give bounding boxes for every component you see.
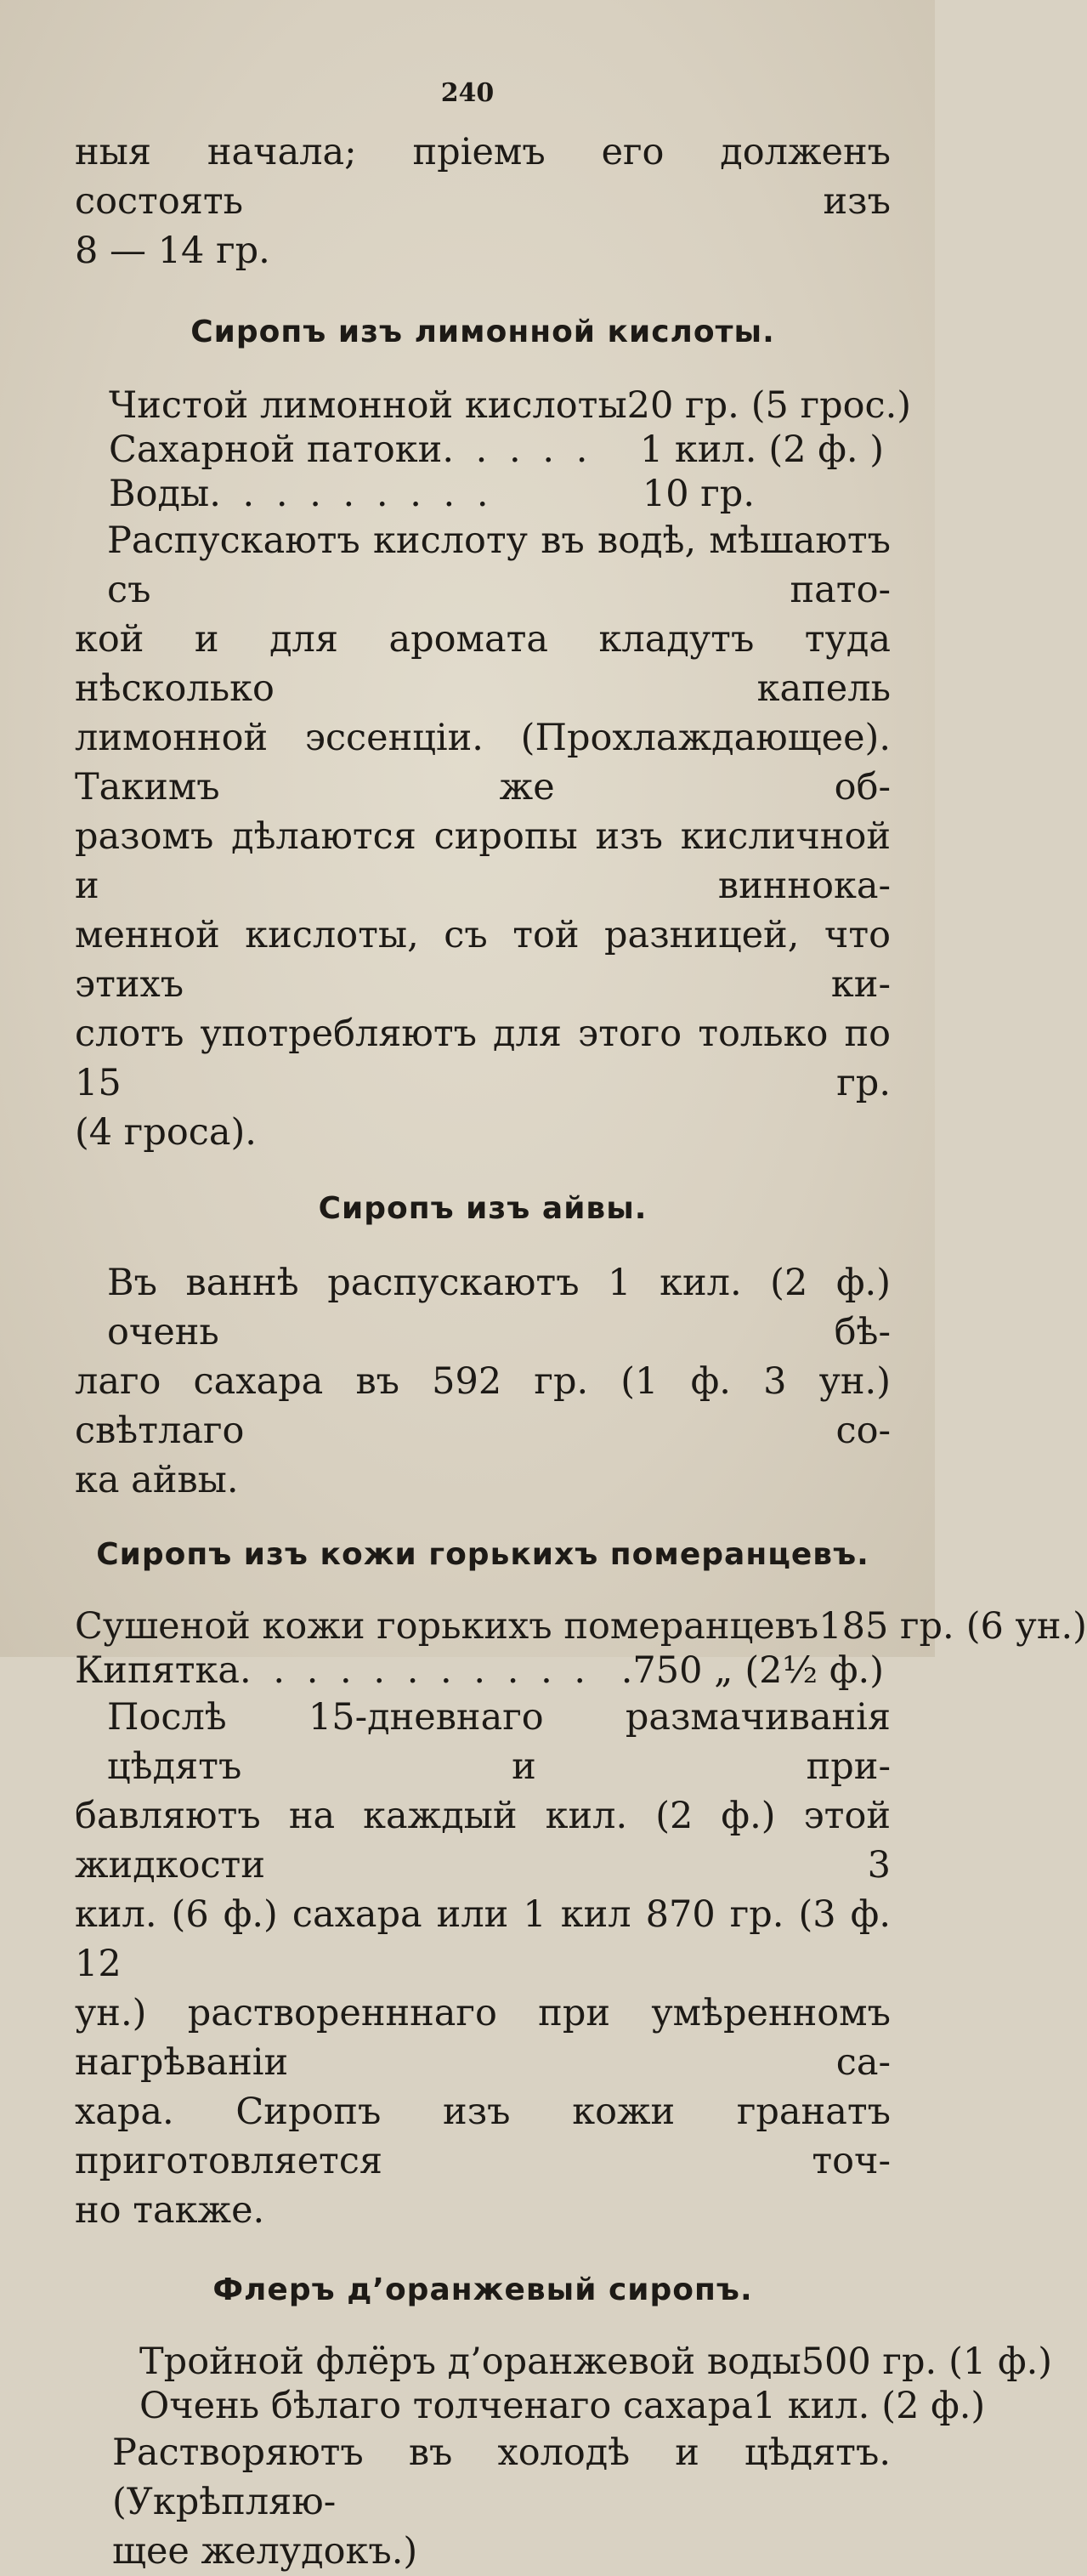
- ingredient-list: [75, 1604, 1087, 1693]
- section-heading: Сиропъ изъ кожи горькихъ померанцевъ.: [96, 1537, 869, 1572]
- text-line: кой и для аромата кладутъ туда нѣсколько капель: [75, 618, 891, 710]
- ingredient-alt-quantity: (2 ф.): [881, 2385, 986, 2427]
- section-heading: Сиропъ изъ лимонной кислоты.: [190, 315, 775, 349]
- ingredient-quantity: 1 кил.: [752, 2385, 870, 2427]
- ingredient-row: [75, 1648, 884, 1693]
- ingredient-name: Тройной флёръ д’оранжевой воды: [139, 2341, 801, 2383]
- ingredient-alt-quantity: (2 ф. ): [768, 428, 884, 471]
- ingredient-quantity: 10 гр.: [642, 473, 755, 515]
- page-number: 240: [440, 78, 495, 108]
- text-line: кил. (6 ф.) сахара или 1 кил 870 гр. (3 ф. 12: [75, 1893, 891, 1985]
- text-line: бавляютъ на каждый кил. (2 ф.) этой жидкости 3: [75, 1795, 891, 1887]
- ingredient-quantity: 185 гр.: [818, 1605, 954, 1648]
- leader-dots: . . . . .: [442, 428, 593, 471]
- ingredient-quantity: 20 гр.: [626, 384, 739, 427]
- ingredient-quantity: 1 кил.: [639, 428, 757, 471]
- leader-dots: . . . . . . . . .: [209, 473, 494, 515]
- ingredient-list: [75, 2340, 1053, 2428]
- ingredient-name: Кипятка: [75, 1649, 241, 1692]
- intro-paragraph: [75, 128, 891, 275]
- ingredient-quantity: 500 гр.: [801, 2341, 937, 2383]
- ingredient-name: Сахарной патоки: [109, 428, 443, 471]
- text-line: Распускаютъ кислоту въ водѣ, мѣшаютъ съ пато-: [107, 519, 891, 611]
- text-line: ныя начала; пріемъ его долженъ состоять изъ: [75, 131, 891, 223]
- ingredient-name: Очень бѣлаго толченаго сахара: [139, 2385, 753, 2427]
- ingredient-quantity: .750 „: [620, 1649, 733, 1692]
- text-line: 8 — 14 гр.: [75, 230, 270, 272]
- ingredient-alt-quantity: (5 грос.): [750, 384, 912, 427]
- recipe-text: [75, 1693, 891, 2235]
- recipe-text: [75, 2428, 891, 2576]
- ingredient-list: [75, 383, 912, 516]
- text-line: лаго сахара въ 592 гр. (1 ф. 3 ун.) свѣтлаго со-: [75, 1360, 891, 1452]
- text-line: менной кислоты, съ той разницей, что этихъ ки-: [75, 914, 891, 1006]
- ingredient-row: [109, 428, 884, 472]
- ingredient-row: [139, 2340, 1053, 2384]
- page-content: [75, 128, 1087, 2576]
- text-line: но также.: [75, 2189, 265, 2232]
- ingredient-name: Чистой лимонной кислоты: [109, 384, 627, 427]
- text-line: Послѣ 15-дневнаго размачиванія цѣдятъ и при-: [107, 1696, 891, 1788]
- ingredient-name: Сушеной кожи горькихъ померанцевъ: [75, 1605, 819, 1648]
- ingredient-row: [109, 383, 912, 428]
- text-line: разомъ дѣлаются сиропы изъ кисличной и виннока-: [75, 815, 891, 907]
- ingredient-name: Воды: [109, 473, 210, 515]
- text-line: хара. Сиропъ изъ кожи гранатъ приготовляется точ-: [75, 2091, 891, 2182]
- text-line: (4 гроса).: [75, 1111, 257, 1154]
- section-heading: Флеръ д’оранжевый сиропъ.: [212, 2272, 753, 2307]
- ingredient-alt-quantity: (6 ун.): [965, 1605, 1087, 1648]
- ingredient-alt-quantity: (2½ ф.): [744, 1649, 884, 1692]
- ingredient-row: [75, 1604, 1087, 1648]
- text-line: Въ ваннѣ распускаютъ 1 кил. (2 ф.) очень бѣ-: [107, 1262, 891, 1353]
- recipe-text: [75, 1258, 891, 1505]
- text-line: ун.) растворенннаго при умѣренномъ нагрѣваніи са-: [75, 1992, 891, 2084]
- text-line: щее желудокъ.): [112, 2530, 418, 2573]
- ingredient-row: [139, 2384, 986, 2428]
- text-line: лимонной эссенціи. (Прохлаждающее). Такимъ же об-: [75, 717, 891, 809]
- ingredient-row: [109, 472, 755, 516]
- ingredient-alt-quantity: (1 ф.): [948, 2341, 1053, 2383]
- leader-dots: . . . . . . . . . . .: [240, 1649, 592, 1692]
- section-heading: Сиропъ изъ айвы.: [318, 1191, 648, 1226]
- text-line: ка айвы.: [75, 1459, 239, 1501]
- text-line: Растворяютъ въ холодѣ и цѣдятъ. (Укрѣпляю-: [112, 2431, 891, 2523]
- text-line: слотъ употребляютъ для этого только по 15 гр.: [75, 1013, 891, 1104]
- recipe-text: [75, 516, 891, 1157]
